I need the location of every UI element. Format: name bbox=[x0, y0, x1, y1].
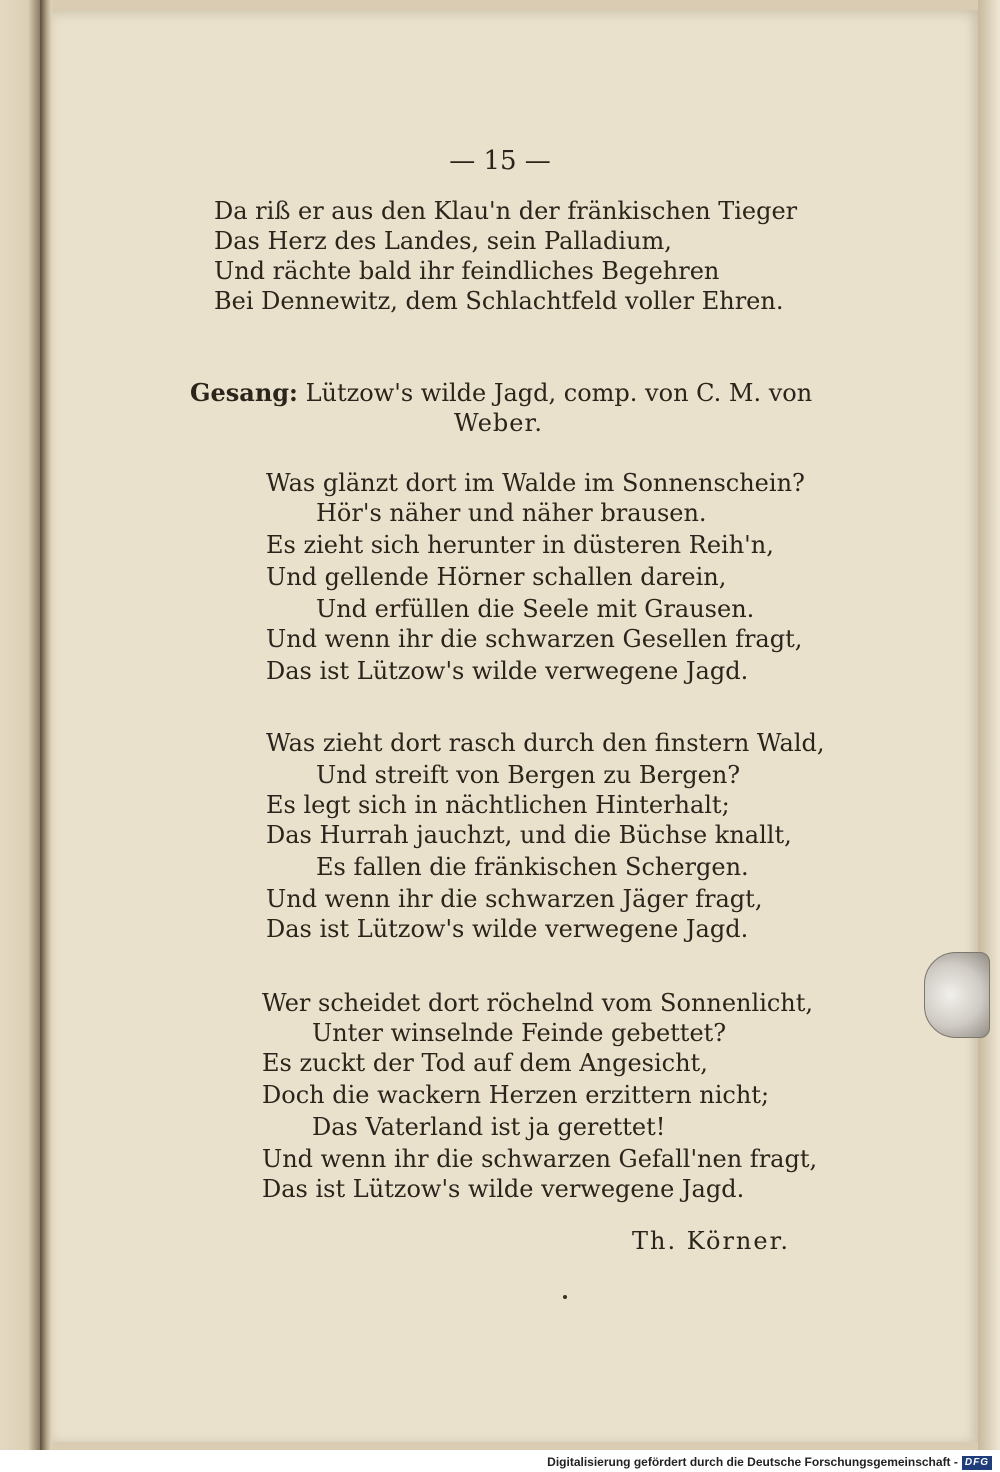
stanza-1-line-4: Und gellende Hörner schallen darein, bbox=[266, 563, 727, 591]
intro-line-1: Da riß er aus den Klau'n der fränkischen Tieger bbox=[214, 197, 798, 225]
stanza-3-line-7: Das ist Lützow's wilde verwegene Jagd. bbox=[262, 1175, 745, 1203]
left-page-edge bbox=[0, 0, 40, 1450]
book-gutter bbox=[40, 0, 52, 1450]
page-number: — 15 — bbox=[449, 146, 551, 176]
song-title bbox=[190, 378, 812, 408]
stanza-1-line-7: Das ist Lützow's wilde verwegene Jagd. bbox=[266, 657, 749, 685]
footer-text: Digitalisierung gefördert durch die Deutsche Forschungsgemeinschaft - bbox=[547, 1455, 958, 1469]
intro-line-4: Bei Dennewitz, dem Schlachtfeld voller Ehren. bbox=[214, 287, 784, 315]
song-title-text: Lützow's wilde Jagd, comp. von C. M. von bbox=[305, 379, 813, 407]
stanza-2-line-1: Was zieht dort rasch durch den finstern Wald, bbox=[266, 729, 825, 757]
stanza-3-line-2: Unter winselnde Feinde gebettet? bbox=[312, 1019, 727, 1047]
stanza-2-line-5: Es fallen die fränkischen Schergen. bbox=[316, 853, 749, 881]
song-title-label: Gesang: bbox=[190, 378, 298, 407]
ink-mark bbox=[563, 1295, 567, 1299]
stanza-1-line-6: Und wenn ihr die schwarzen Gesellen fragt, bbox=[266, 625, 803, 653]
digitization-footer bbox=[0, 1452, 1000, 1472]
stanza-2-line-6: Und wenn ihr die schwarzen Jäger fragt, bbox=[266, 885, 763, 913]
right-page-edge bbox=[978, 0, 1000, 1450]
author-signature: Th. Körner. bbox=[632, 1227, 791, 1255]
stanza-3-line-3: Es zuckt der Tod auf dem Angesicht, bbox=[262, 1049, 708, 1077]
stanza-3-line-1: Wer scheidet dort röchelnd vom Sonnenlicht, bbox=[262, 989, 814, 1017]
stanza-1-line-1: Was glänzt dort im Walde im Sonnenschein? bbox=[266, 469, 805, 497]
page-clip-icon bbox=[924, 952, 990, 1038]
dfg-logo: DFG bbox=[962, 1456, 992, 1470]
stanza-1-line-2: Hör's näher und näher brausen. bbox=[316, 499, 707, 527]
stanza-2-line-7: Das ist Lützow's wilde verwegene Jagd. bbox=[266, 915, 749, 943]
stanza-1-line-3: Es zieht sich herunter in düsteren Reih'n, bbox=[266, 531, 774, 559]
intro-line-2: Das Herz des Landes, sein Palladium, bbox=[214, 227, 672, 255]
stanza-3-line-6: Und wenn ihr die schwarzen Gefall'nen fragt, bbox=[262, 1145, 818, 1173]
stanza-3-line-4: Doch die wackern Herzen erzittern nicht; bbox=[262, 1081, 770, 1109]
stanza-2-line-2: Und streift von Bergen zu Bergen? bbox=[316, 761, 741, 789]
intro-line-3: Und rächte bald ihr feindliches Begehren bbox=[214, 257, 720, 285]
stanza-2-line-4: Das Hurrah jauchzt, und die Büchse knallt, bbox=[266, 821, 792, 849]
stanza-2-line-3: Es legt sich in nächtlichen Hinterhalt; bbox=[266, 791, 730, 819]
stanza-1-line-5: Und erfüllen die Seele mit Grausen. bbox=[316, 595, 755, 623]
stanza-3-line-5: Das Vaterland ist ja gerettet! bbox=[312, 1113, 666, 1141]
song-title-continuation: Weber. bbox=[454, 409, 543, 437]
